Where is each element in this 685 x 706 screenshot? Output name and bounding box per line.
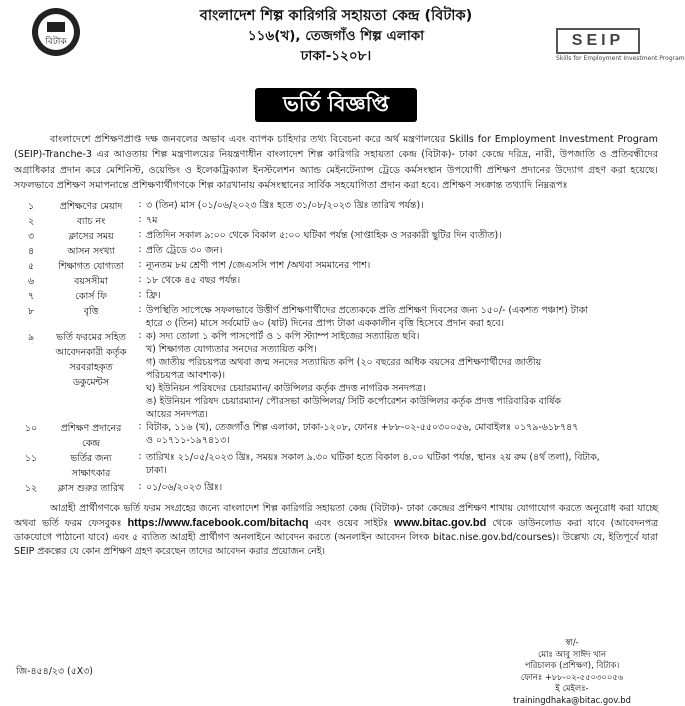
seip-tagline: Skills for Employment Investment Program (556, 55, 685, 62)
row-value-line: ৩ (তিন) মাস (০১/০৬/২০২৩ খ্রিঃ হতে ৩১/০৮/২০২৩ খ্রিঃ তারিখ পর্যন্ত)। (146, 200, 424, 212)
row-number: ৬ (27, 276, 35, 288)
outro-paragraph (14, 502, 658, 559)
row-value-line: ১৮ থেকে ৪৫ বছর পর্যন্ত। (146, 275, 241, 287)
outro-text-3: থেকে ডাউনলোড করা যাবে (আবেদনপত্র ডাকযোগে পাঠানো যাবে) এবং ৫ ব্যতিত আগ্রহী প্রার্থীগণ অনলাইনে আবেদন করতে (অনলাইন আবেদন লিংক bitac.nise.gov.bd/courses)। উল্লেখ্য যে, ইতিপূর্বে যারা SEIP প্রকল্পের যে কোন প্রশিক্ষণ গ্রহণ করেছেন তাদের আবেদন করার প্রয়োজন নেই। (14, 518, 658, 558)
row-value-line: ন্যূনতম ৮ম শ্রেণী পাশ /জেএসসি পাশ /অথবা সমমানের পাশ। (146, 260, 371, 272)
outro-text-1: আগ্রহী প্রার্থীগণকে ভর্তি ফরম সংগ্রহের জন্যে বাংলাদেশ শিল্প কারিগরি সহায়তা কেন্দ্র (বিটাক)- ঢাকা কেন্দ্রের প্রশিক্ষণ শাখায় যোগাযোগ করতে অনুরোধ করা যাচ্ছে অথবা ভর্তি ফরম ফেসবুকঃ (14, 503, 658, 530)
row-label (48, 229, 134, 244)
row-value-line: উপস্থিতি সাপেক্ষে সফলভাবে উত্তীর্ণ প্রশিক্ষণার্থীদের প্রত্যেককে প্রতি প্রশিক্ষণ দিবসের জন্য ১৫০/- (একশত পঞ্চাশ) টাকা (146, 305, 588, 317)
row-label (48, 214, 134, 229)
row-number: ৮ (27, 306, 35, 318)
row-colon: : (138, 330, 142, 342)
row-label (48, 259, 134, 274)
info-table (14, 199, 658, 496)
row-number: ৪ (27, 246, 35, 258)
row-colon: : (138, 199, 142, 211)
row-value-line: হারে ৩ (তিন) মাসে সর্বমোট ৬০ (ষাট) দিনের প্রাপ্য টাকা এককালীন বৃত্তি হিসেবে প্রদান করা হবে। (146, 318, 504, 330)
signatory-name: মোঃ আবু সাঈদ খান (537, 648, 607, 659)
row-number: ২ (27, 216, 35, 228)
row-label-line: আবেদনকারী কর্তৃক (55, 347, 127, 359)
signature-block (502, 637, 642, 706)
row-label (48, 330, 134, 390)
row-label (48, 481, 134, 496)
row-label-line: ব্যাচ নং (76, 216, 106, 228)
row-value (146, 304, 658, 330)
row-label-line: বয়সসীমা (74, 276, 108, 288)
row-label-line: ভর্তির জন্য (70, 453, 112, 465)
row-colon: : (138, 304, 142, 316)
signatory-designation: পরিচালক (প্রশিক্ষণ), বিটাক। (524, 660, 620, 670)
row-label-line: প্রশিক্ষণের মেয়াদ (59, 201, 123, 213)
info-row (14, 214, 658, 229)
info-row (14, 229, 658, 244)
row-colon: : (138, 451, 142, 463)
row-value (146, 199, 658, 212)
info-row (14, 451, 658, 481)
row-number: ৭ (27, 291, 35, 303)
row-label-line: শিক্ষাগত যোগ্যতা (58, 261, 124, 273)
row-value-line: খ) শিক্ষাগত যোগ্যতার সনদের সত্যায়িত কপি। (146, 344, 317, 356)
outro-text-2: এবং ওয়েব সাইটঃ (308, 518, 395, 530)
row-number: ১২ (24, 483, 38, 495)
row-colon: : (138, 214, 142, 226)
info-row (14, 481, 658, 496)
intro-paragraph: বাংলাদেশে প্রশিক্ষণপ্রাপ্ত দক্ষ জনবলের অভাব এবং ব্যাপক চাহিদার তথ্য বিবেচনা করে অর্থ মন্ত্রণালয়ের Skills for Employment Investment Program (SEIP)-Tranche-3 এর আওতায় শিল্প মন্ত্রণালয়ের নিয়ন্ত্রণাধীন বাংলাদেশ শিল্প কারিগরি সহায়তা কেন্দ্র (বিটাক)- ঢাকা কেন্দ্রে দরিদ্র, নারী, উপজাতি ও প্রতিবন্ধীদের অগ্রাধিকার প্রদান করে মেশিনিস্ট, ওয়েল্ডিং ও ইলেকট্রিক্যাল ইনস্টলেশন অ্যান্ড মেইনটেন্যান্স ট্রেডে কর্মসংস্থান উপযোগী প্রশিক্ষণ প্রদানের উদ্যোগ গ্রহণ করা হয়েছে। সফলভাবে প্রশিক্ষণ সমাপনান্তে প্রশিক্ষণার্থীগণকে শিল্প কারখানায় কর্মসংস্থানের সার্বিক সহযোগিতা প্রদান করা হবে। প্রশিক্ষণ সংক্রান্ত তথ্যাদি নিম্নরূপঃ (14, 134, 658, 191)
row-value-line: প্রতি ট্রেডে ৩০ জন। (146, 245, 223, 257)
org-city: ঢাকা-১২০৮। (300, 48, 372, 64)
row-label (48, 274, 134, 289)
org-address: ১১৬(খ), তেজগাঁও শিল্প এলাকা (247, 28, 425, 44)
row-value (146, 274, 658, 287)
row-value-line: ক) সদ্য তোলা ১ কপি পাসপোর্ট ও ১ কপি স্ট্যাম্প সাইজের সত্যায়িত ছবি। (146, 331, 420, 343)
row-value-line: ঢাকা। (146, 465, 167, 477)
row-label (48, 421, 134, 451)
notice-banner: ভর্তি বিজ্ঞপ্তি (255, 88, 417, 122)
row-label (48, 304, 134, 319)
row-value-line: ও ০১৭১১-১৯৭৪১৩। (146, 435, 230, 447)
row-label-line: সাক্ষাৎকার (71, 468, 111, 480)
row-label-line: বৃত্তি (83, 306, 99, 318)
facebook-link[interactable]: https://www.facebook.com/bitachq (127, 517, 309, 530)
row-label (48, 451, 134, 481)
row-label-line: ক্লাসের সময় (68, 231, 114, 243)
row-label-line: সরবরাহকৃত (69, 362, 113, 374)
info-row (14, 330, 658, 421)
row-value-line: গ) জাতীয় পরিচয়পত্র অথবা জন্ম সনদের সত্যায়িত কপি (২০ বছরের অধিক বয়সের প্রশিক্ষণার্থীদের জাতীয় (146, 357, 542, 369)
row-value (146, 214, 658, 227)
row-label (48, 244, 134, 259)
row-label-line: আসন সংখ্যা (67, 246, 115, 258)
info-row (14, 244, 658, 259)
row-label-line: কেন্দ্র (82, 438, 100, 450)
row-value-line: প্রতিদিন সকাল ৯:০০ থেকে বিকাল ৫:০০ ঘটিকা পর্যন্ত (সাপ্তাহিক ও সরকারী ছুটির দিন ব্যতীত)। (146, 230, 502, 242)
row-value (146, 229, 658, 242)
reference-number: জি-৪৫৪/২৩ (৫X৩) (16, 666, 93, 677)
row-label-line: প্রশিক্ষণ প্রদানের (60, 423, 122, 435)
row-colon: : (138, 259, 142, 271)
row-colon: : (138, 289, 142, 301)
row-label-line: ভর্তি ফরমের সহিত (56, 332, 126, 344)
row-value (146, 259, 658, 272)
info-row (14, 259, 658, 274)
info-row (14, 199, 658, 214)
row-number: ১ (27, 201, 35, 213)
signatory-email[interactable]: ই মেইলঃ-trainingdhaka@bitac.gov.bd (513, 683, 631, 705)
header (14, 0, 685, 86)
info-row (14, 304, 658, 330)
info-row (14, 289, 658, 304)
signature-mark: স্বা/- (565, 637, 579, 647)
row-value-line: ফ্রি। (146, 290, 161, 302)
row-label-line: ডকুমেন্টস (72, 377, 109, 389)
row-colon: : (138, 481, 142, 493)
row-value-line: ০১/০৬/২০২৩ খ্রিঃ। (146, 482, 223, 494)
row-number: ৯ (27, 332, 35, 344)
row-label-line: ক্লাস শুরুর তারিখ (57, 483, 125, 495)
seip-logo-text: SEIP (556, 28, 640, 54)
row-label-line: কোর্স ফি (75, 291, 107, 303)
row-value-line: তারিখঃ ২১/০৫/২০২৩ খ্রিঃ, সময়ঃ সকাল ৯.৩০ ঘটিকা হতে বিকাল ৪.০০ ঘটিকা পর্যন্ত, স্থানঃ ২য় রুম (৪র্থ তলা), বিটাক, (146, 452, 600, 464)
row-value-line: পরিচয়পত্র আবশ্যক)। (146, 370, 226, 382)
row-colon: : (138, 229, 142, 241)
row-value (146, 451, 658, 477)
signatory-phone: ফোনঃ +৮৮-০২-৫৫০৩০০৫৬ (520, 671, 624, 682)
row-number: ১১ (24, 453, 38, 465)
row-label (48, 289, 134, 304)
row-value (146, 289, 658, 302)
website-link[interactable]: www.bitac.gov.bd (394, 517, 487, 530)
row-value-line: ঙ) ইউনিয়ন পরিষদ চেয়ারম্যান/ পৌরসভা কাউন্সিলর/ সিটি কর্পোরেশন কাউন্সিলর কর্তৃক প্রদত্ত পারিবারিক বার্ষিক (146, 396, 561, 408)
row-value (146, 330, 658, 421)
row-number: ৩ (27, 231, 35, 243)
row-number: ৫ (27, 261, 35, 273)
row-colon: : (138, 244, 142, 256)
row-value-line: ঘ) ইউনিয়ন পরিষদের চেয়ারম্যান/ কাউন্সিলর কর্তৃক প্রদত্ত নাগরিক সনদপত্র। (146, 383, 426, 395)
row-value-line: বিটাক, ১১৬ (খ), তেজগাঁও শিল্প এলাকা, ঢাকা-১২০৮, ফোনঃ +৮৮-০২-৫৫০৩০০৫৬, মোবাইলঃ ০১৭৯-৬১৮৭৪৭ (146, 422, 579, 434)
row-value-line: ৭ম (146, 215, 158, 227)
info-row (14, 274, 658, 289)
row-value-line: আয়ের সনদপত্র। (146, 409, 208, 421)
info-row (14, 421, 658, 451)
row-label (48, 199, 134, 214)
org-name: বাংলাদেশ শিল্প কারিগরি সহায়তা কেন্দ্র (বিটাক) (199, 8, 473, 24)
bitac-logo-icon (30, 6, 82, 58)
row-value (146, 481, 658, 494)
row-number: ১০ (24, 423, 38, 435)
row-colon: : (138, 274, 142, 286)
row-value (146, 421, 658, 447)
row-colon: : (138, 421, 142, 433)
logo-text: বিটাক (45, 37, 67, 47)
row-value (146, 244, 658, 257)
seip-logo (556, 28, 685, 62)
